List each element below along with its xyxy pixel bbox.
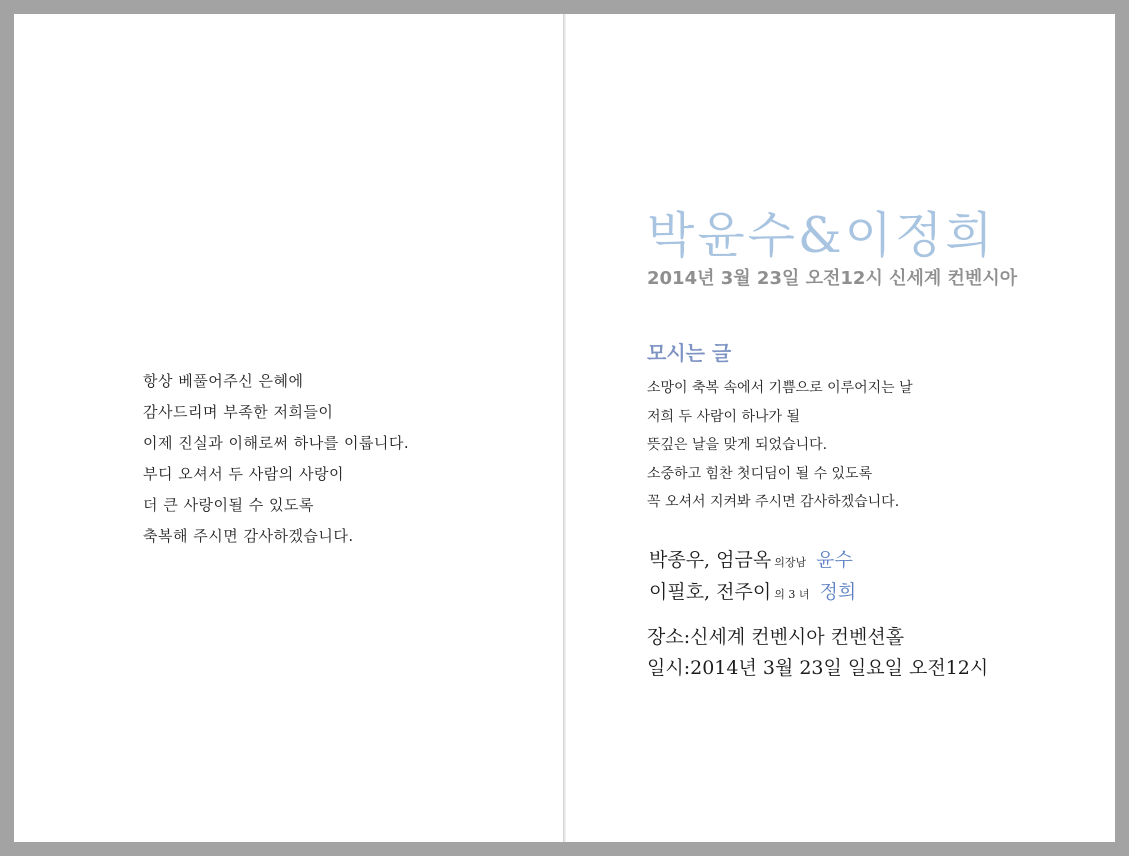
invitation-line: 소망이 축복 속에서 기쁨으로 이루어지는 날	[647, 380, 913, 396]
bride-name: 정희	[819, 581, 857, 603]
datetime-line: 일시:2014년 3월 23일 일요일 오전12시	[647, 657, 989, 679]
section-title: 모시는 글	[647, 341, 732, 365]
right-page	[566, 14, 1115, 842]
parents-block	[649, 544, 856, 608]
date-headline: 2014년 3월 23일 오전12시 신세계 컨벤시아	[647, 268, 1018, 289]
poem-line: 부디 오셔서 두 사람의 사랑이	[143, 465, 344, 483]
couple-names-heading: 박윤수&이정희	[647, 207, 996, 264]
poem-line: 더 큰 사랑이될 수 있도록	[143, 496, 314, 514]
bride-parents-row	[649, 576, 856, 608]
groom-parents-names: 박종우, 엄금옥	[649, 549, 772, 571]
invitation-line: 소중하고 힘찬 첫디딤이 될 수 있도록	[647, 465, 873, 482]
invitation-line: 꼭 오셔서 지켜봐 주시면 감사하겠습니다.	[647, 494, 900, 510]
event-details	[647, 622, 988, 684]
left-page	[14, 14, 563, 842]
bride-relation: 의 3 녀	[774, 588, 810, 601]
poem-line: 축복해 주시면 감사하겠습니다.	[143, 527, 354, 545]
venue-line: 장소:신세계 컨벤시아 컨벤션홀	[647, 626, 905, 648]
greeting-poem	[143, 366, 409, 552]
invitation-line: 저희 두 사람이 하나가 될	[647, 408, 801, 425]
poem-line: 이제 진실과 이해로써 하나를 이룹니다.	[143, 434, 410, 452]
groom-name: 윤수	[816, 549, 853, 571]
poem-line: 감사드리며 부족한 저희들이	[143, 403, 334, 421]
groom-relation: 의장남	[774, 556, 807, 569]
bride-parents-names: 이필호, 전주이	[649, 581, 772, 603]
invitation-text	[647, 374, 913, 517]
groom-parents-row	[649, 544, 856, 576]
poem-line: 항상 베풀어주신 은혜에	[143, 372, 304, 390]
invitation-line: 뜻깊은 날을 맞게 되었습니다.	[647, 437, 828, 453]
